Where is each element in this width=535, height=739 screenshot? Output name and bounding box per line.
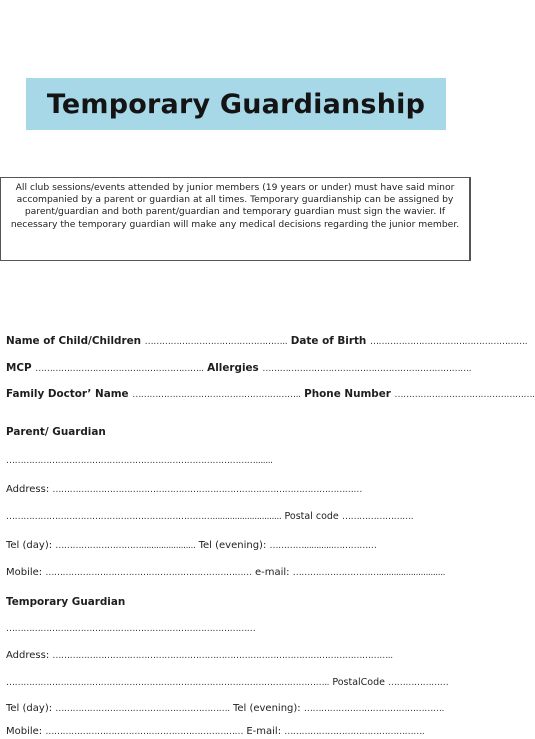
temp-postal-label: PostalCode — [332, 677, 385, 688]
temp-tel-row — [6, 702, 468, 716]
parent-heading-row — [6, 425, 468, 439]
temp-address-row — [6, 649, 468, 663]
temp-heading: Temporary Guardian — [6, 596, 126, 608]
parent-postal-field[interactable]: ……………………. — [341, 512, 414, 522]
temp-address-label: Address: — [6, 650, 50, 661]
doctor-label: Family Doctor’ Name — [6, 388, 129, 400]
temp-postal-field[interactable]: ………………… — [388, 678, 449, 688]
child-name-field[interactable]: ………………………………………….. — [144, 337, 288, 347]
parent-address2-row — [6, 510, 468, 524]
temp-mobile-label: Mobile: — [6, 726, 43, 737]
parent-tel-evening-field[interactable]: …………............…………… — [269, 541, 377, 551]
page-title: Temporary Guardianship — [46, 88, 426, 120]
phone-label: Phone Number — [304, 388, 391, 400]
mcp-label: MCP — [6, 362, 32, 374]
parent-tel-evening-label: Tel (evening): — [198, 540, 267, 551]
doctor-field[interactable]: ………………………………………………….. — [132, 390, 301, 400]
parent-postal-label: Postal code — [284, 511, 339, 522]
parent-address2-field[interactable]: ………………………………………………………………............................ — [6, 512, 282, 522]
temp-email-field[interactable]: …………………………………………. — [284, 727, 425, 737]
temp-name-row — [6, 622, 468, 636]
parent-address-field[interactable]: ……………………………………………………………………………………………… — [52, 485, 362, 495]
allergies-label: Allergies — [207, 362, 259, 374]
parent-address-label: Address: — [6, 484, 50, 495]
temp-address2-row — [6, 676, 468, 690]
temp-mobile-row — [6, 725, 468, 739]
doctor-row — [6, 387, 535, 401]
child-row — [6, 334, 528, 348]
title-banner — [26, 78, 446, 130]
temp-name-field[interactable]: …………………………………………………………………………… — [6, 624, 256, 634]
allergies-field[interactable]: ………………………………………………………………. — [262, 364, 472, 374]
notice-text: All club sessions/events attended by junior members (19 years or under) must have said minor accompanied by a parent or guardian at all times. Temporary guardianship can be assigned by parent/guardian and both parent/guardian and temporary guardian must sign the wavier. If necessary the temporary guardian will make any medical decisions regarding the junior member. — [10, 182, 460, 230]
parent-mobile-field[interactable]: ……………………………………………………………… — [45, 568, 252, 578]
dob-field[interactable]: ………………………………………………. — [369, 337, 528, 347]
notice-box — [0, 177, 471, 261]
parent-mobile-label: Mobile: — [6, 567, 43, 578]
temp-mobile-field[interactable]: …………………………………………………………… — [45, 727, 244, 737]
parent-name-row — [6, 454, 468, 468]
temp-tel-evening-label: Tel (evening): — [232, 703, 301, 714]
parent-name-field[interactable]: ……………………………………………………………………………....... — [6, 456, 273, 466]
mcp-row — [6, 361, 472, 375]
parent-tel-day-field[interactable]: …………………………...................... — [55, 541, 196, 551]
temp-tel-day-label: Tel (day): — [6, 703, 53, 714]
temp-heading-row — [6, 595, 468, 609]
parent-tel-day-label: Tel (day): — [6, 540, 53, 551]
parent-mobile-row — [6, 566, 468, 580]
dob-label: Date of Birth — [290, 335, 367, 347]
temp-email-label: E-mail: — [246, 726, 282, 737]
temp-address2-field[interactable]: ………………………………………………………………………………………………….. — [6, 678, 330, 688]
parent-tel-row — [6, 539, 468, 553]
phone-field[interactable]: …………………………………………. — [394, 390, 535, 400]
temp-tel-day-field[interactable]: ……………………………………………………. — [55, 704, 230, 714]
child-name-label: Name of Child/Children — [6, 335, 142, 347]
parent-email-field[interactable]: …………………………........................... — [292, 568, 446, 578]
temp-tel-evening-field[interactable]: …………………………………………. — [303, 704, 444, 714]
mcp-field[interactable]: ………………………………………………….. — [35, 364, 204, 374]
parent-address-row — [6, 483, 468, 497]
temp-address-field[interactable]: ……………………………………………………………………………………………………….. — [52, 651, 393, 661]
parent-heading: Parent/ Guardian — [6, 426, 106, 438]
parent-email-label: e-mail: — [254, 567, 290, 578]
